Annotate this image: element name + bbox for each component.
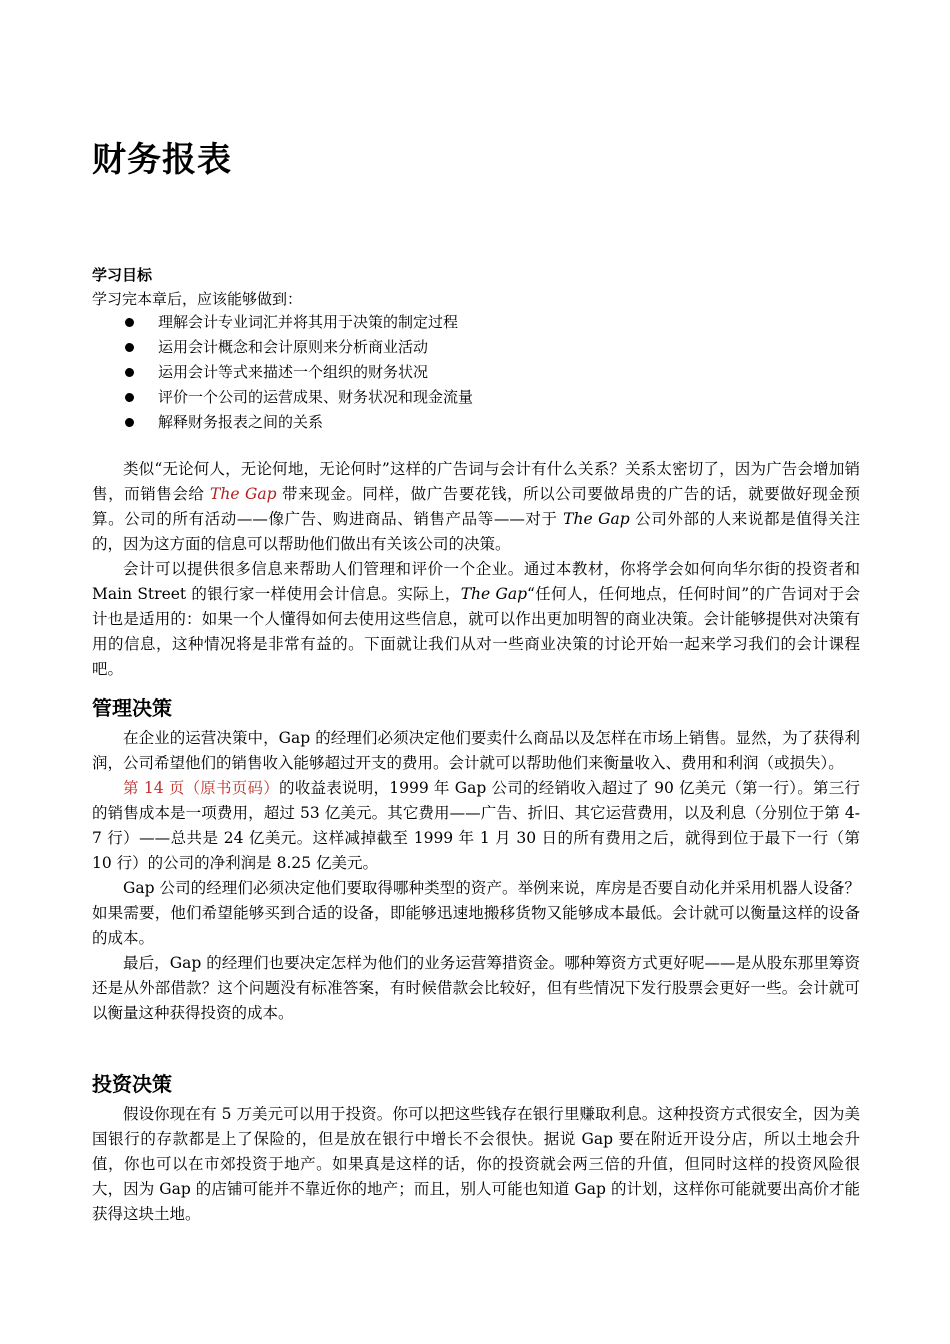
page-reference-link[interactable]: 第 14 页（原书页码） [123, 779, 280, 797]
management-paragraph-3: Gap 公司的经理们必须决定他们要取得哪种类型的资产。举例来说，库房是否要自动化并采用机器人设备？如果需要，他们希望能够买到合适的设备，即能够迅速地搬移货物又能够成本最低。会计就可以衡量这样的设备的成本。 [92, 879, 860, 947]
management-paragraph-1: 在企业的运营决策中，Gap 的经理们必须决定他们要卖什么商品以及怎样在市场上销售。显然，为了获得利润，公司希望他们的销售收入能够超过开支的费用。会计就可以帮助他们来衡量收入、费用和利润（或损失）。 [92, 729, 860, 772]
objectives-heading: 学习目标 [92, 266, 153, 284]
brand-name: The Gap [563, 510, 630, 528]
bullet-icon [125, 343, 134, 352]
section-heading-management: 管理决策 [92, 696, 172, 720]
brand-name: The Gap [210, 485, 277, 503]
list-item: 运用会计等式来描述一个组织的财务状况 [92, 360, 473, 385]
page-title: 财务报表 [92, 140, 232, 180]
list-item: 解释财务报表之间的关系 [92, 410, 473, 435]
list-item: 运用会计概念和会计原则来分析商业活动 [92, 335, 473, 360]
bullet-icon [125, 368, 134, 377]
brand-name: The Gap [460, 585, 528, 603]
section-heading-investment: 投资决策 [92, 1072, 172, 1096]
list-item: 理解会计专业词汇并将其用于决策的制定过程 [92, 310, 473, 335]
objectives-list [92, 310, 473, 435]
bullet-icon [125, 318, 134, 327]
investment-paragraph-1: 假设你现在有 5 万美元可以用于投资。你可以把这些钱存在银行里赚取利息。这种投资方式很安全，因为美国银行的存款都是上了保险的，但是放在银行中增长不会很快。据说 Gap 要在附近开设分店，所以土地会升值，你也可以在市郊投资于地产。如果真是这样的话，你的投资就会两三倍的升值，但同时这样的投资风险很大，因为 Gap 的店铺可能并不靠近你的地产；而且，别人可能也知道 Gap 的计划，这样你可能就要出高价才能获得这块土地。 [92, 1105, 860, 1223]
intro-section [92, 457, 860, 682]
intro-paragraph-2: 会计可以提供很多信息来帮助人们管理和评价一个企业。通过本教材，你将学会如何向华尔街的投资者和 Main Street 的银行家一样使用会计信息。实际上，The Gap“任何人，任何地点，任何时间”的广告词对于会计也是适用的：如果一个人懂得如何去使用这些信息，就可以作出更加明智的商业决策。会计能够提供对决策有用的信息，这种情况将是非常有益的。下面就让我们从对一些商业决策的讨论开始一起来学习我们的会计课程吧。 [92, 560, 860, 678]
management-paragraph-2: 第 14 页（原书页码）的收益表说明，1999 年 Gap 公司的经销收入超过了 90 亿美元（第一行）。第三行的销售成本是一项费用，超过 53 亿美元。其它费用——广告、折旧、其它运营费用，以及利息（分别位于第 4-7 行）——总共是 24 亿美元。这样减掉截至 1999 年 1 月 30 日的所有费用之后，就得到位于最下一行（第 10 行）的公司的净利润是 8.25 亿美元。 [92, 779, 861, 872]
bullet-icon [125, 418, 134, 427]
objectives-intro: 学习完本章后，应该能够做到： [92, 290, 303, 308]
management-paragraph-4: 最后，Gap 的经理们也要决定怎样为他们的业务运营筹措资金。哪种筹资方式更好呢——是从股东那里筹资还是从外部借款？这个问题没有标准答案，有时候借款会比较好，但有些情况下发行股票会更好一些。会计就可以衡量这种获得投资的成本。 [92, 954, 860, 1022]
list-item: 评价一个公司的运营成果、财务状况和现金流量 [92, 385, 473, 410]
bullet-icon [125, 393, 134, 402]
intro-paragraph-1: 类似“无论何人，无论何地，无论何时”这样的广告词与会计有什么关系？关系太密切了，因为广告会增加销售，而销售会给 The Gap 带来现金。同样，做广告要花钱，所以公司要做昂贵的广告的话，就要做好现金预算。公司的所有活动——像广告、购进商品、销售产品等——对于 The Gap 公司外部的人来说都是值得关注的，因为这方面的信息可以帮助他们做出有关该公司的决策。 [92, 460, 861, 553]
investment-section [92, 1066, 860, 1227]
management-section [92, 690, 860, 1026]
